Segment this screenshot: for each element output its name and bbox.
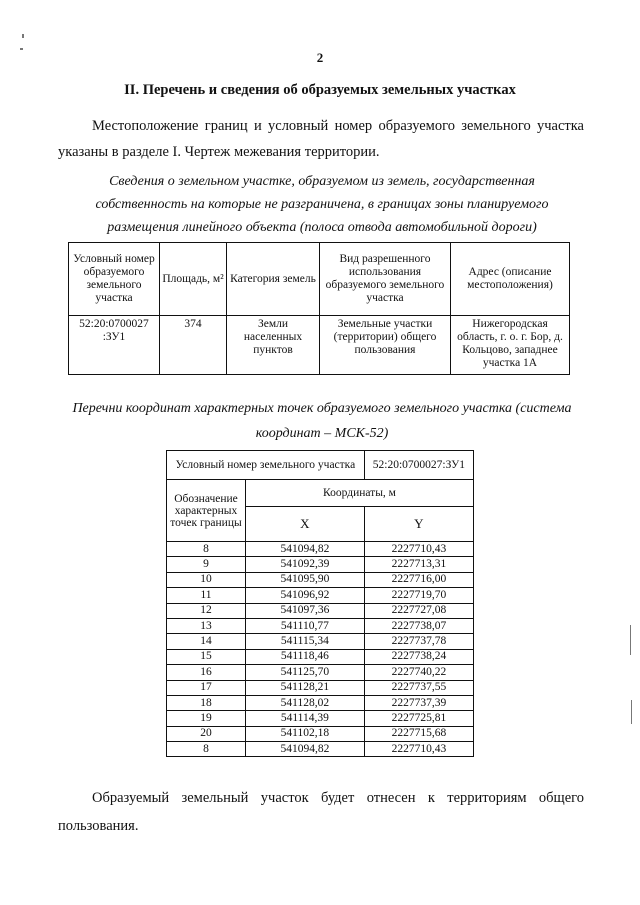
table-cell: Земли населенных пунктов xyxy=(227,316,320,375)
scan-mark xyxy=(631,700,632,724)
y-cell: 2227737,39 xyxy=(364,695,473,710)
coords-label: Координаты, м xyxy=(246,480,474,507)
x-cell: 541092,39 xyxy=(246,557,365,572)
point-cell: 8 xyxy=(167,742,246,757)
table-cell: Земельные участки (территории) общего пользования xyxy=(320,316,451,375)
table-row xyxy=(167,618,474,633)
x-cell: 541110,77 xyxy=(246,618,365,633)
coords-table-header xyxy=(167,480,474,507)
y-cell: 2227738,07 xyxy=(364,618,473,633)
table-row xyxy=(167,603,474,618)
y-label: Y xyxy=(364,507,473,542)
point-cell: 11 xyxy=(167,588,246,603)
table-row xyxy=(69,316,570,375)
table-cell: 52:20:0700027 :ЗУ1 xyxy=(69,316,160,375)
table-row xyxy=(167,711,474,726)
parcel-label: Условный номер земельного участка xyxy=(167,451,365,480)
point-cell: 15 xyxy=(167,649,246,664)
x-cell: 541097,36 xyxy=(246,603,365,618)
x-cell: 541094,82 xyxy=(246,742,365,757)
header-cell: Условный номер образуемого земельного участка xyxy=(69,243,160,316)
point-cell: 10 xyxy=(167,572,246,587)
point-cell: 19 xyxy=(167,711,246,726)
table-row xyxy=(167,588,474,603)
y-cell: 2227719,70 xyxy=(364,588,473,603)
table-row xyxy=(167,695,474,710)
header-cell: Вид разрешенного использования образуемого земельного участка xyxy=(320,243,451,316)
y-cell: 2227737,55 xyxy=(364,680,473,695)
parcel-table xyxy=(68,242,570,375)
y-cell: 2227715,68 xyxy=(364,726,473,741)
page-number: 2 xyxy=(316,50,324,65)
x-cell: 541128,02 xyxy=(246,695,365,710)
table-row xyxy=(167,634,474,649)
table-row xyxy=(167,572,474,587)
point-cell: 8 xyxy=(167,542,246,557)
point-cell: 13 xyxy=(167,618,246,633)
y-cell: 2227740,22 xyxy=(364,665,473,680)
x-label: X xyxy=(246,507,365,542)
scan-mark xyxy=(630,625,631,655)
table-cell: 374 xyxy=(160,316,227,375)
table-row xyxy=(167,726,474,741)
table-cell: Нижегородская область, г. о. г. Бор, д. Кольцово, западнее участка 1А xyxy=(451,316,570,375)
x-cell: 541095,90 xyxy=(246,572,365,587)
point-cell: 16 xyxy=(167,665,246,680)
point-cell: 14 xyxy=(167,634,246,649)
y-cell: 2227716,00 xyxy=(364,572,473,587)
parcel-value: 52:20:0700027:ЗУ1 xyxy=(364,451,473,480)
point-cell: 12 xyxy=(167,603,246,618)
y-cell: 2227710,43 xyxy=(364,742,473,757)
header-cell: Категория земель xyxy=(227,243,320,316)
intro-paragraph: Местоположение границ и условный номер образуемого земельного участка указаны в разделе I. Чертеж межевания территории. xyxy=(58,118,584,160)
table-row xyxy=(167,557,474,572)
table-row xyxy=(167,680,474,695)
header-cell: Адрес (описание местоположения) xyxy=(451,243,570,316)
coords-table xyxy=(166,450,474,757)
table-row xyxy=(167,649,474,664)
y-cell: 2227710,43 xyxy=(364,542,473,557)
table-row xyxy=(167,742,474,757)
point-cell: 9 xyxy=(167,557,246,572)
coords-table-body xyxy=(167,542,474,757)
y-cell: 2227737,78 xyxy=(364,634,473,649)
closing-text: Образуемый земельный участок будет отнесен к территориям общего пользования. xyxy=(58,790,584,834)
y-cell: 2227725,81 xyxy=(364,711,473,726)
header-cell: Площадь, м² xyxy=(160,243,227,316)
x-cell: 541115,34 xyxy=(246,634,365,649)
x-cell: 541102,18 xyxy=(246,726,365,741)
x-cell: 541096,92 xyxy=(246,588,365,603)
x-cell: 541114,39 xyxy=(246,711,365,726)
table-row xyxy=(167,665,474,680)
y-cell: 2227727,08 xyxy=(364,603,473,618)
x-cell: 541118,46 xyxy=(246,649,365,664)
scan-mark xyxy=(22,34,24,38)
point-cell: 17 xyxy=(167,680,246,695)
x-cell: 541125,70 xyxy=(246,665,365,680)
section-heading: II. Перечень и сведения об образуемых земельных участках xyxy=(124,82,516,98)
point-cell: 18 xyxy=(167,695,246,710)
coords-table-header xyxy=(167,451,474,480)
y-cell: 2227738,24 xyxy=(364,649,473,664)
y-cell: 2227713,31 xyxy=(364,557,473,572)
table-row xyxy=(167,542,474,557)
parcel-caption: Сведения о земельном участке, образуемом из земель, государственная собственность на которые не разграничена, в границах зоны планируемого размещения линейного объекта (полоса отвода автомобильной дороги) xyxy=(95,174,549,235)
point-label: Обозначение характерных точек границы xyxy=(167,480,246,542)
parcel-table-header xyxy=(69,243,570,316)
closing-paragraph xyxy=(58,784,584,840)
point-cell: 20 xyxy=(167,726,246,741)
coords-caption: Перечни координат характерных точек образуемого земельного участка (система координат – МСК-52) xyxy=(72,401,572,441)
x-cell: 541128,21 xyxy=(246,680,365,695)
x-cell: 541094,82 xyxy=(246,542,365,557)
